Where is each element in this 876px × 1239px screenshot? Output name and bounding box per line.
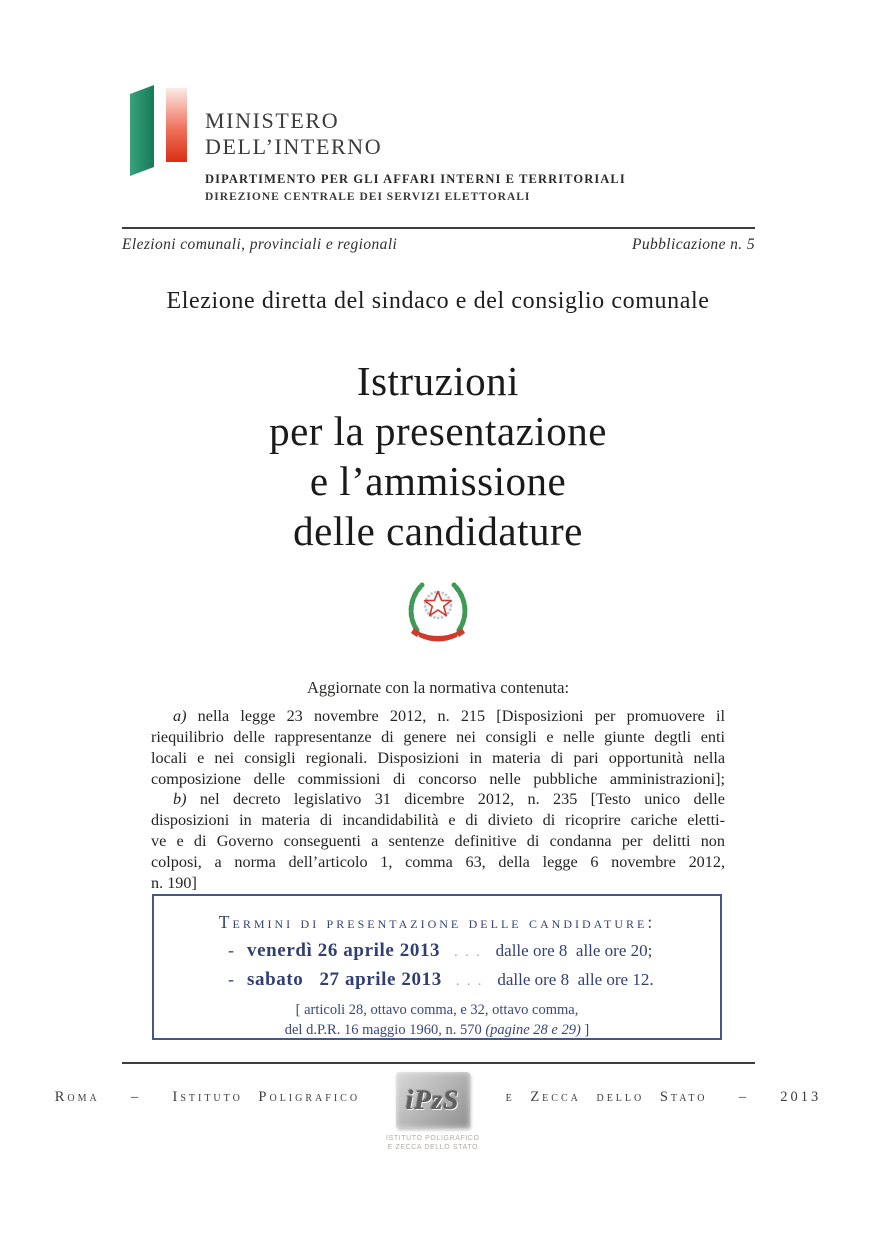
deadlines-reference — [154, 1000, 720, 1040]
series-title: Elezioni comunali, provinciali e regionali — [122, 236, 398, 253]
deadline-date: venerdì 26 aprile 2013 — [247, 940, 441, 961]
legal-b-line1-text: nel decreto legislativo 31 dicembre 2012, n. 235 [Testo unico delle — [186, 790, 725, 808]
footer-rule — [122, 1062, 755, 1064]
ipzs-caption-line1: ISTITUTO POLIGRAFICO — [386, 1135, 480, 1142]
ipzs-logo-block — [386, 1072, 480, 1152]
reference-line2-italic: (pagine 28 e 29) — [485, 1022, 581, 1038]
deadlines-box — [152, 894, 722, 1040]
department-line: DIPARTIMENTO PER GLI AFFARI INTERNI E TERRITORIALI — [205, 172, 626, 186]
legal-b-marker: b) — [173, 790, 187, 808]
footer-right-text: e Zecca dello Stato – 2013 — [505, 1089, 822, 1105]
series-line — [122, 236, 755, 254]
ipzs-caption — [386, 1134, 480, 1152]
ipzs-caption-line2: E ZECCA DELLO STATO — [387, 1144, 478, 1151]
legal-a-line1 — [151, 706, 725, 727]
ministry-name-line2: DELL’INTERNO — [205, 134, 383, 159]
legal-b-line4: colposi, a norma dell’articolo 1, comma 63, della legge 6 novembre 2012, — [151, 853, 725, 871]
header-rule — [122, 227, 755, 229]
legal-a-marker: a) — [173, 707, 187, 725]
update-note: Aggiornate con la normativa contenuta: — [306, 678, 570, 697]
main-title-line2: per la presentazione — [269, 408, 607, 454]
reference-line2-close: ] — [580, 1022, 590, 1038]
reference-line2 — [154, 1020, 720, 1040]
deadline-time: dalle ore 8 alle ore 20; — [495, 941, 653, 960]
deadline-dash: - — [228, 940, 234, 960]
italian-flag-door-icon — [128, 82, 190, 176]
ministry-name-line1: MINISTERO — [205, 108, 340, 133]
direction-line: DIREZIONE CENTRALE DEI SERVIZI ELETTORALI — [205, 191, 531, 203]
ministry-name — [205, 108, 382, 160]
subject-heading: Elezione diretta del sindaco e del consiglio comunale — [166, 288, 710, 314]
italy-emblem-icon — [404, 576, 472, 651]
legal-a-line1-text: nella legge 23 novembre 2012, n. 215 [Disposizioni per promuovere il — [186, 707, 725, 725]
legal-item-a — [151, 706, 725, 790]
legal-a-line4: composizione delle commissioni di concorso nelle pubbliche amministrazioni]; — [151, 770, 725, 788]
legal-b-line3: ve e di Governo conseguenti a sentenze definitive di condanna per delitti non — [151, 832, 725, 850]
legal-item-b — [151, 789, 725, 894]
deadline-date: sabato 27 aprile 2013 — [247, 969, 442, 990]
legal-b-line2: disposizioni in materia di incandidabilità e di divieto di ricoprire cariche eletti- — [151, 811, 725, 829]
legal-b-line1 — [151, 789, 725, 810]
publication-number: Pubblicazione n. 5 — [631, 236, 755, 253]
deadline-dots: . . . — [455, 974, 484, 989]
deadline-time: dalle ore 8 alle ore 12. — [497, 970, 654, 989]
ipzs-logo-icon — [396, 1072, 470, 1128]
legal-b-line5: n. 190] — [151, 874, 197, 892]
legal-a-line2: riequilibrio delle rappresentanze di genere nei consigli e nelle giunte degtli enti — [151, 728, 725, 746]
main-title-line1: Istruzioni — [356, 358, 520, 404]
deadline-row — [228, 940, 720, 962]
deadlines-heading: Termini di presentazione delle candidature: — [218, 912, 656, 932]
main-title-line3: e l’ammissione — [309, 458, 567, 504]
legal-a-line3: locali e nei consigli regionali. Disposizioni in materia di pari opportunità nella — [151, 749, 725, 767]
deadline-dots: . . . — [454, 945, 482, 960]
ministero-interno-flag-logo — [128, 82, 190, 181]
deadline-dash: - — [228, 969, 234, 989]
reference-line2-normal: del d.P.R. 16 maggio 1960, n. 570 — [284, 1022, 486, 1038]
main-title-line4: delle candidature — [293, 508, 583, 554]
ipzs-logo-text: iPzS — [406, 1084, 460, 1115]
reference-line1: [ articoli 28, ottavo comma, e 32, ottavo comma, — [295, 1002, 579, 1018]
main-title — [0, 356, 876, 556]
footer — [0, 1072, 876, 1152]
deadline-row — [228, 969, 720, 991]
footer-left-text: Roma – Istituto Poligrafico — [54, 1089, 361, 1105]
